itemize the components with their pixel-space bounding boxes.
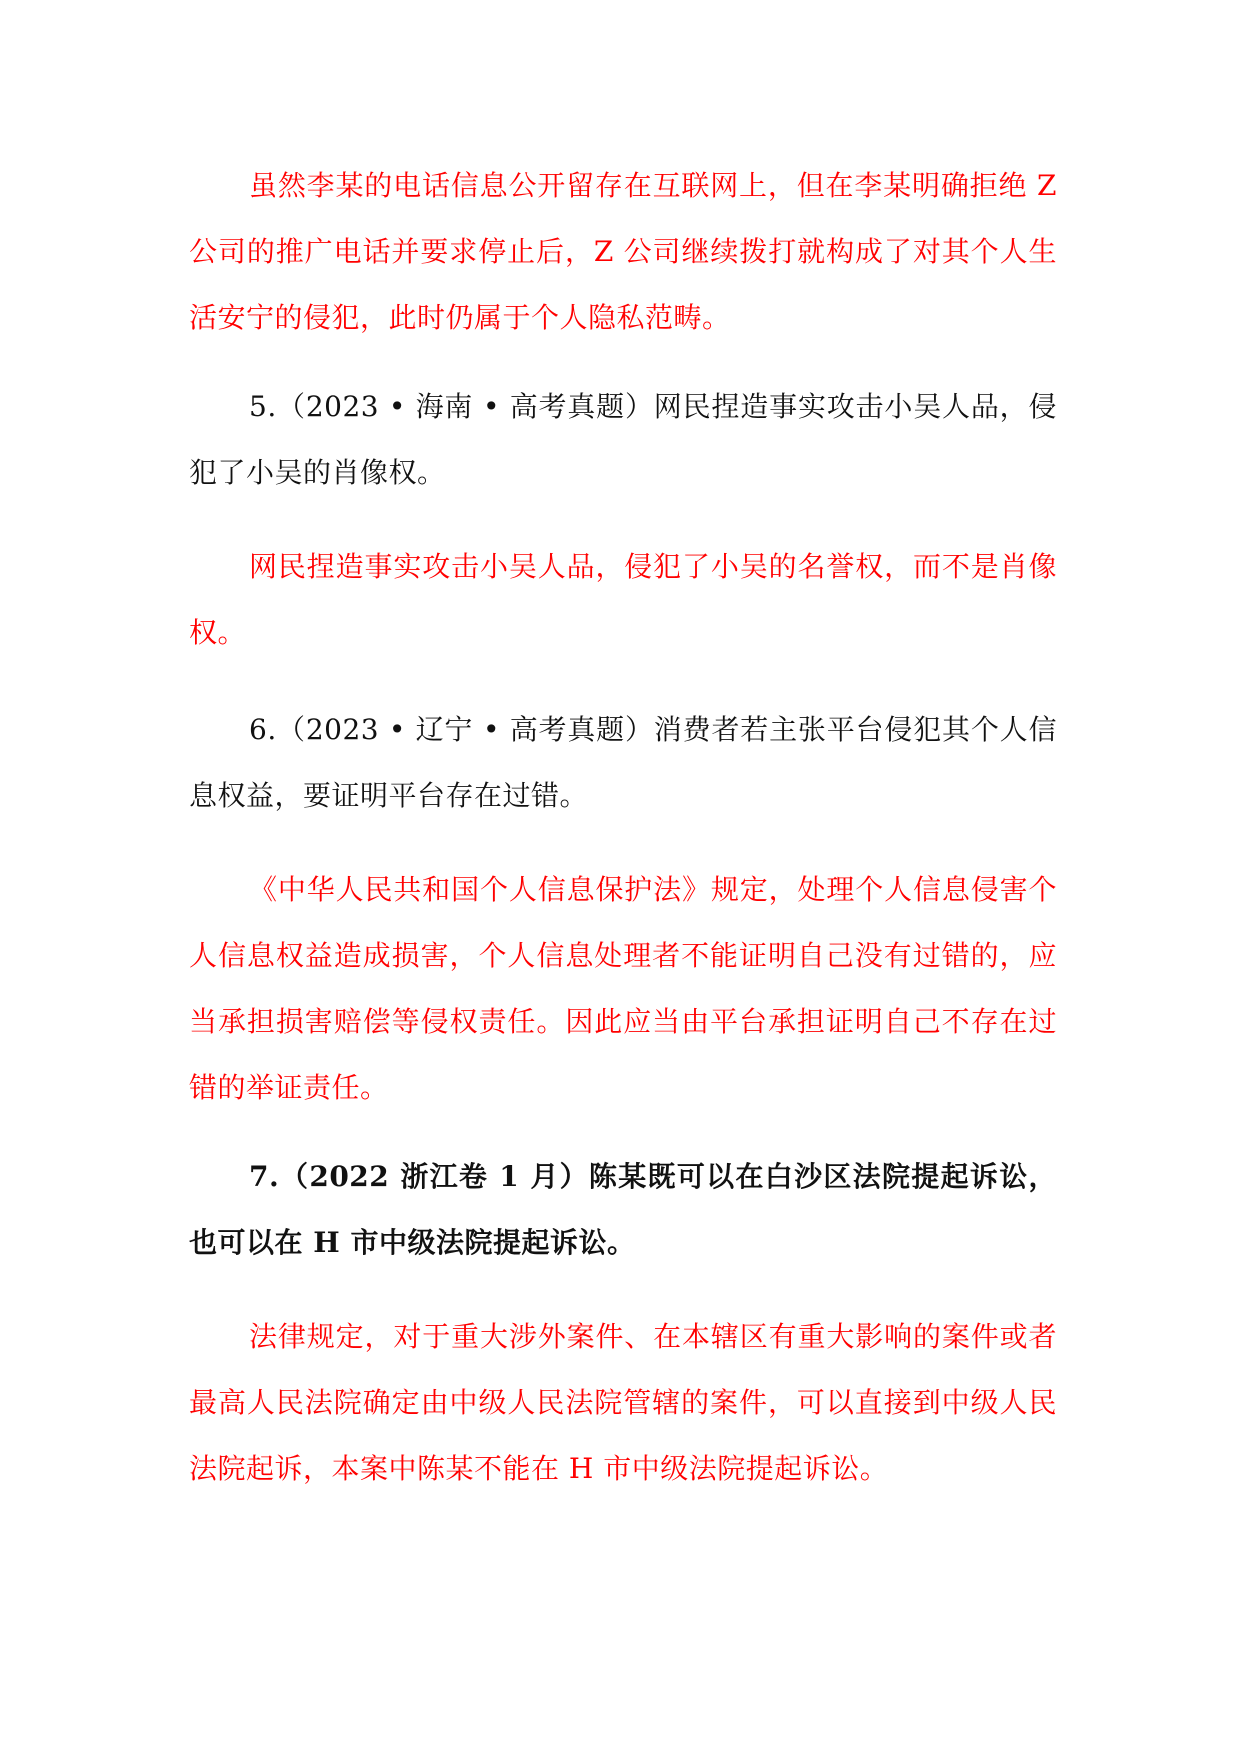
- question-5-paragraph: 5.（2023 • 海南 • 高考真题）网民捏造事实攻击小吴人品，侵犯了小吴的肖像权。: [189, 390, 1057, 489]
- answer-5-paragraph: 网民捏造事实攻击小吴人品，侵犯了小吴的名誉权，而不是肖像权。: [189, 550, 1057, 649]
- answer-paragraph-privacy: 虽然李某的电话信息公开留存在互联网上，但在李某明确拒绝 Z 公司的推广电话并要求停止后，Z 公司继续拨打就构成了对其个人生活安宁的侵犯，此时仍属于个人隐私范畴。: [189, 169, 1057, 334]
- question-6-paragraph: 6.（2023 • 辽宁 • 高考真题）消费者若主张平台侵犯其个人信息权益，要证明平台存在过错。: [189, 713, 1057, 812]
- answer-7-paragraph: 法律规定，对于重大涉外案件、在本辖区有重大影响的案件或者最高人民法院确定由中级人民法院管辖的案件，可以直接到中级人民法院起诉，本案中陈某不能在 H 市中级法院提起诉讼。: [189, 1320, 1057, 1485]
- question-7-paragraph: 7.（2022 浙江卷 1 月）陈某既可以在白沙区法院提起诉讼，也可以在 H 市中级法院提起诉讼。: [189, 1160, 1057, 1259]
- answer-6-paragraph: 《中华人民共和国个人信息保护法》规定，处理个人信息侵害个人信息权益造成损害，个人信息处理者不能证明自己没有过错的，应当承担损害赔偿等侵权责任。因此应当由平台承担证明自己不存在过错的举证责任。: [189, 873, 1057, 1104]
